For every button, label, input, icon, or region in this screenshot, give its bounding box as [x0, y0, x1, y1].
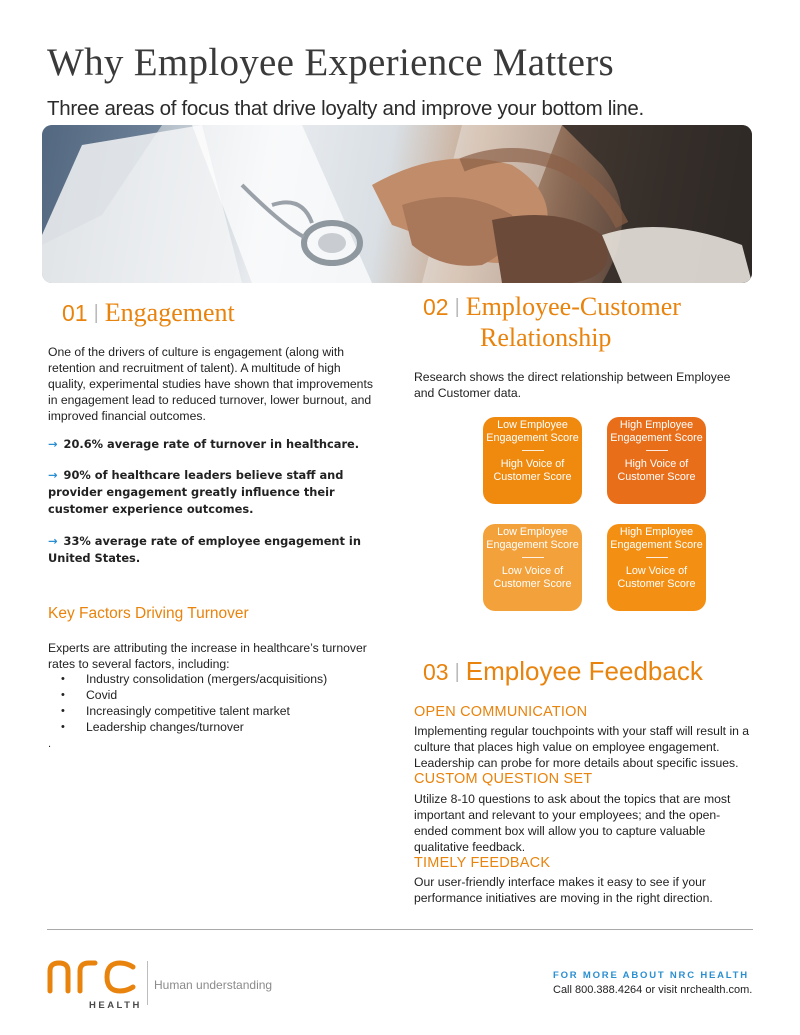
- arrow-right-icon: →: [48, 468, 58, 482]
- heading-divider: |: [93, 302, 99, 324]
- arrow-right-icon: →: [48, 437, 58, 451]
- card-bottom-text: High Voice of Customer Score: [617, 458, 696, 483]
- card-divider: [522, 450, 544, 451]
- feedback-item-text: Implementing regular touchpoints with your staff will result in a culture that places high value on employee engagement. Leadership can probe for more details about specific issues.: [414, 724, 750, 770]
- card-divider: [646, 450, 668, 451]
- quadrant-card: [607, 417, 706, 504]
- quadrant-card: [483, 417, 582, 504]
- list-item: • Industry consolidation (mergers/acquisitions): [48, 671, 327, 687]
- stat-line: [48, 533, 368, 567]
- section-number: 03: [423, 659, 449, 685]
- feedback-item-text: Our user-friendly interface makes it easy to see if your performance initiatives are moving in the right direction.: [414, 875, 713, 905]
- card-top-text: High Employee Engagement Score: [610, 419, 703, 444]
- section-title: Employee Feedback: [465, 656, 703, 686]
- list-item: • Leadership changes/turnover: [48, 719, 327, 735]
- page-title: Why Employee Experience Matters: [47, 41, 614, 84]
- logo-subtitle: HEALTH: [89, 1000, 142, 1011]
- list-item: • Covid: [48, 687, 327, 703]
- turnover-heading: Key Factors Driving Turnover: [48, 605, 249, 622]
- nrc-health-logo: [47, 953, 143, 1018]
- card-divider: [522, 557, 544, 558]
- section-title: Engagement: [104, 298, 235, 327]
- card-top-text: Low Employee Engagement Score: [486, 419, 579, 444]
- card-top-text: High Employee Engagement Score: [610, 526, 703, 551]
- footer-divider: [47, 929, 753, 930]
- card-divider: [646, 557, 668, 558]
- stat-text: 90% of healthcare leaders believe staff and provider engagement greatly influence their customer experience outcomes.: [48, 468, 344, 516]
- hands-stethoscope-photo-icon: [42, 125, 752, 283]
- feedback-item-text: Utilize 8-10 questions to ask about the topics that are most important and relevant to your employees; and the open-ended comment box will allow you to capture valuable qualitative feedback.: [414, 792, 731, 854]
- stat-line: [48, 436, 368, 453]
- heading-divider: |: [454, 296, 460, 318]
- list-item: • Increasingly competitive talent market: [48, 703, 327, 719]
- card-bottom-text: High Voice of Customer Score: [493, 458, 572, 483]
- feedback-item-title: CUSTOM QUESTION SET: [414, 771, 593, 787]
- stat-line: [48, 467, 368, 518]
- section-title-line1: Employee-Customer: [465, 292, 681, 321]
- engagement-heading: [62, 298, 235, 328]
- turnover-factors-list: [48, 671, 327, 735]
- section-number: 02: [423, 294, 449, 320]
- page-subtitle: Three areas of focus that drive loyalty and improve your bottom line.: [47, 97, 644, 120]
- stat-text: 33% average rate of employee engagement in United States.: [48, 534, 361, 565]
- quadrant-card: [483, 524, 582, 611]
- engagement-intro: One of the drivers of culture is engagement (along with retention and recruitment of talent). A multitude of high quality, experimental studies have shown that improvements in engagement lead to reduced turnover, lower burnout, and improved financial outcomes.: [48, 345, 373, 423]
- card-bottom-text: Low Voice of Customer Score: [617, 565, 696, 590]
- feedback-item-title: TIMELY FEEDBACK: [414, 855, 551, 871]
- feedback-heading: [423, 656, 703, 687]
- hero-image: [42, 125, 752, 283]
- logo-divider: [147, 961, 148, 1005]
- card-bottom-text: Low Voice of Customer Score: [493, 565, 572, 590]
- footer-cta: FOR MORE ABOUT NRC HEALTH: [553, 970, 749, 981]
- relationship-heading: [423, 292, 681, 322]
- trailing-dot: .: [48, 738, 52, 750]
- section-title-line2: Relationship: [480, 323, 612, 352]
- nrc-logo-icon: [47, 953, 143, 1013]
- footer-contact[interactable]: Call 800.388.4264 or visit nrchealth.com.: [553, 984, 753, 996]
- section-number: 01: [62, 300, 88, 326]
- feedback-item-title: OPEN COMMUNICATION: [414, 704, 588, 720]
- stat-text: 20.6% average rate of turnover in healthcare.: [63, 437, 360, 451]
- tagline: Human understanding: [154, 978, 273, 992]
- relationship-intro: Research shows the direct relationship between Employee and Customer data.: [414, 370, 731, 400]
- card-top-text: Low Employee Engagement Score: [486, 526, 579, 551]
- arrow-right-icon: →: [48, 534, 58, 548]
- heading-divider: |: [454, 661, 460, 683]
- quadrant-card: [607, 524, 706, 611]
- turnover-intro: Experts are attributing the increase in healthcare’s turnover rates to several factors, including:: [48, 641, 367, 671]
